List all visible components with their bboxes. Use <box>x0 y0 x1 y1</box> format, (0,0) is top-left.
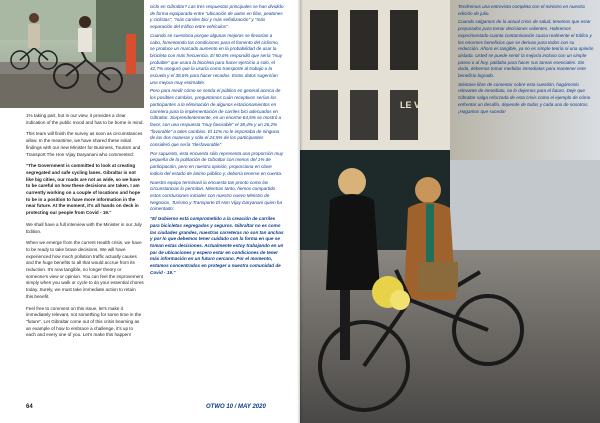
spanish-column-2 <box>458 4 594 117</box>
english-paragraph: We shall have a full interview with the Minister in our July Edition. <box>26 221 142 234</box>
minister-quote-spanish: "El Gobierno está comprometido a la creación de carriles para bicicletas segregados y seguros. Gibraltar no es como las ciudades grandes, nuestras carreteras no son tan anchas y por lo que debemos tener cuidado con la forma en que se toman estas decisiones. Actualmente estoy trabajando en un par de ubicaciones y espero estar en condiciones de tener más información en un futuro cercano. Por el momento, estamos concentrados en proteger a nuestra comunidad de Covid - 19." <box>150 216 284 275</box>
spanish-column-1 <box>150 4 284 278</box>
english-paragraph: 1% taking part, but in our view, it provides a clear indication of the public mood and has to be borne in mind. <box>26 113 144 125</box>
page-number: 64 <box>26 404 33 410</box>
english-paragraph: This team will finish the survey as soon as circumstances allow. In the meantime, we have shared these initial findings with our new Minister for Business, Tourism and Transport The Hon Vijay Daryanani who commented: <box>26 131 143 157</box>
spanish-paragraph: Nuestro equipo terminará la encuesta tan pronto como las circunstancias lo permitan. Mientras tanto, hemos compartido estos conclusiones iniciales con nuestro nuevo Ministro de Negocios, Turismo y Transporte El Hon Vijay Daryanani quien ha comentado: <box>150 179 283 212</box>
right-page <box>300 0 600 423</box>
english-paragraph: When we emerge from the current Health crisis, we have to be ready to take brave decisions. We will have experienced how much pollution traffic actually causes and the huge benefits to all that would accrue from its reduction. It's now tangible, no longer theory or someone's view or opinion. You can feel the improvement simply when you walk or cycle to do your essential chores today. Surely, we must take immediate action to retain this benefit. <box>26 240 144 299</box>
spanish-paragraph: Cuando se cuestiona porque algunas mejoras se llevarían a cabo, fomentando las condiciones para el fomento del ciclismo, se produce un marcado aumento en la probabilidad de usar la bicicleta con más frecuencia. El 50,6% respondió que sería "muy probable" que usara la bicicleta para hacer ejercicio a solo, el 42,7% aseguró que la usaría como transporte al trabajo o la escuela y el 38,6% para hacer recados. Estos datos sugerirían una mejora muy estimable. <box>150 32 283 85</box>
shop-sign: LE VINO <box>400 100 437 110</box>
minister-quote-english: "The Government is committed to look at creating segregated and safe cycling lanes. Gibraltar is not like big cities, our roads are not as wide, so we have to be careful on how these decisions are taken. I am currently working on a couple of locations and hope to be in a position to have more information in the near future. At the moment, it's all hands on deck in protecting our people from Covid - 19." <box>26 163 141 216</box>
spanish-paragraph: Pero para medir cómo se sentía el público en general acerca de los posibles cambios, preguntamos cuán receptivos serían los participantes a la eliminación de algunos estacionamientos en carretera para la implementación de carriles bici adecuados en Gibraltar. Sorprendentemente, en un enorme 64,5% se mostró a favor, con una respuesta "muy favorable" el 38,4% y un 26,2% "favorable" a tales cambios. El 11% no le importaba de ninguna de las dos maneras y sólo el 24,5% de los participantes consideró que sería "desfavorable". <box>150 88 282 148</box>
magazine-spine <box>297 0 303 423</box>
spanish-paragraph: Siéntase libre de comentar sobre esta cuestión, hagámoslo relevante de inmediato, no lo dejemos para el futuro. Deje que Gibraltar salga reforzada de esta crisis como el ejemplo de cómo enfrentar un desafío, depende de todos y cada uno de nosotros. ¡Hagamos que suceda! <box>458 81 591 114</box>
cyclists-photo-small <box>0 0 144 108</box>
spanish-paragraph: ciclo en Gibraltar? Las tres respuestas principales se han dividido de forma equiparada entre "ubicación de autos en filas, peatones y ciclistas", "más carriles bici y más señalización" y "más separación del tráfico entre vehículos". <box>150 4 284 30</box>
magazine-footer: OTWO 10 / MAY 2020 <box>206 404 266 410</box>
cyclists-street-image <box>0 0 144 108</box>
english-column <box>26 113 144 344</box>
english-paragraph: Feel free to comment on this issue, let's make it immediately relevant, not something for some time in the "future". Let Gibraltar come out of this crisis beaming as an example of how to embrace a challenge, it's up to each and every one of you. Let's make this happen! <box>26 305 142 338</box>
spanish-paragraph: Tendremos una entrevista completa con el ministro en nuestra edición de julio. <box>458 4 585 16</box>
spanish-paragraph: Cuando salgamos de la actual crisis de salud, tenemos que estar preparados para tomar decisiones valientes. Habremos experimentado cuanta contaminación causa realmente el tráfico y los enormes beneficios que se derivan para todos con su reducción. Ahora es tangible, ya no es simple teoría ni una opinión aislada. Usted se puede sentir la mejoría incluso con un simple paseo o al hoy, paldaba para hacer sus tareas esenciales. Sin duda, debemos tomar medidas inmediatas para mantener este beneficio logrado. <box>458 19 594 79</box>
spanish-paragraph: Por supuesto, esta encuesta sólo representa una proporción muy pequeña de la población de Gibraltar con menos del 1% de participación, pero en nuestra opinión, proporciona en clave indicio del estado de ánimo público y, debería tenerse en cuenta. <box>150 150 284 176</box>
